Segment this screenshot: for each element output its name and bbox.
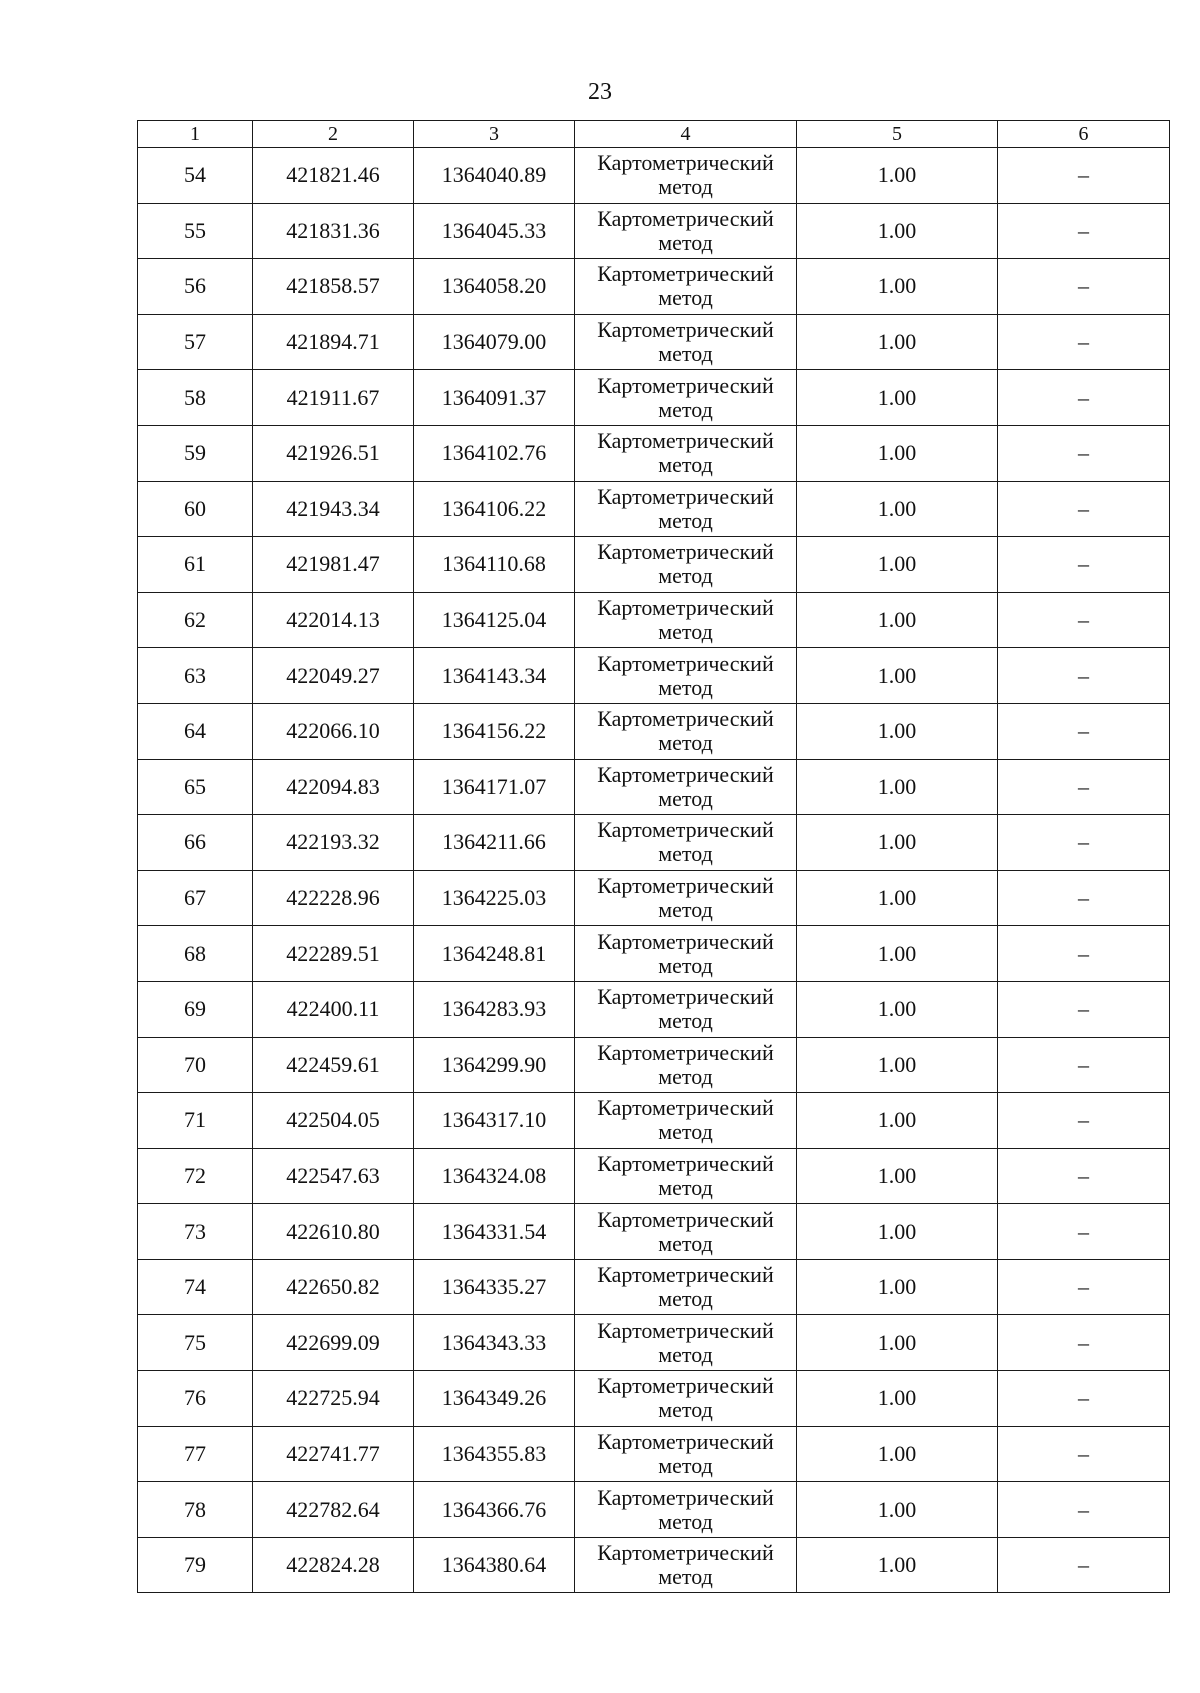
coordinate-x-cell: 422400.11 [253,981,414,1037]
coordinate-y-cell: 1364110.68 [414,537,575,593]
method-text: Картометрический [597,817,774,843]
coordinate-y-cell: 1364091.37 [414,370,575,426]
note-cell: – [998,1148,1170,1204]
coordinate-x-cell: 421926.51 [253,425,414,481]
coordinate-y-cell: 1364045.33 [414,203,575,259]
method-cell [575,759,797,815]
method-text: метод [658,674,713,700]
accuracy-cell: 1.00 [797,1426,998,1482]
coordinate-y-cell: 1364102.76 [414,425,575,481]
note-cell: – [998,1315,1170,1371]
accuracy-cell: 1.00 [797,592,998,648]
column-header: 3 [414,121,575,148]
column-header: 1 [138,121,253,148]
coordinate-x-cell: 422228.96 [253,870,414,926]
table-row [138,314,1170,370]
method-text: Картометрический [597,706,774,732]
coordinate-x-cell: 422014.13 [253,592,414,648]
coordinate-y-cell: 1364283.93 [414,981,575,1037]
table-body [138,148,1170,1593]
coordinate-x-cell: 422650.82 [253,1259,414,1315]
method-cell [575,1426,797,1482]
coordinate-x-cell: 422066.10 [253,703,414,759]
coordinate-x-cell: 421858.57 [253,259,414,315]
note-cell: – [998,1482,1170,1538]
method-cell [575,259,797,315]
note-cell: – [998,592,1170,648]
point-number-cell: 73 [138,1204,253,1260]
table-row [138,870,1170,926]
coordinate-y-cell: 1364058.20 [414,259,575,315]
note-cell: – [998,148,1170,204]
method-text: Картометрический [597,650,774,676]
method-text: метод [658,1063,713,1089]
table-row [138,1371,1170,1427]
method-text: Картометрический [597,595,774,621]
method-cell [575,1371,797,1427]
accuracy-cell: 1.00 [797,1093,998,1149]
method-text: Картометрический [597,1206,774,1232]
method-cell [575,425,797,481]
point-number-cell: 76 [138,1371,253,1427]
note-cell: – [998,926,1170,982]
method-text: Картометрический [597,1039,774,1065]
table-row [138,926,1170,982]
note-cell: – [998,481,1170,537]
note-cell: – [998,314,1170,370]
coordinate-x-cell: 422725.94 [253,1371,414,1427]
coordinate-x-cell: 422049.27 [253,648,414,704]
coordinate-y-cell: 1364248.81 [414,926,575,982]
method-text: Картометрический [597,483,774,509]
method-text: метод [658,1564,713,1590]
coordinate-x-cell: 422699.09 [253,1315,414,1371]
table-row [138,592,1170,648]
coordinate-y-cell: 1364366.76 [414,1482,575,1538]
method-text: Картометрический [597,317,774,343]
method-text: Картометрический [597,539,774,565]
coordinate-x-cell: 421981.47 [253,537,414,593]
note-cell: – [998,537,1170,593]
note-cell: – [998,703,1170,759]
point-number-cell: 74 [138,1259,253,1315]
note-cell: – [998,981,1170,1037]
point-number-cell: 57 [138,314,253,370]
method-text: метод [658,452,713,478]
table-row [138,1426,1170,1482]
coordinate-y-cell: 1364380.64 [414,1537,575,1593]
method-cell [575,1259,797,1315]
method-text: Картометрический [597,205,774,231]
method-text: метод [658,1397,713,1423]
accuracy-cell: 1.00 [797,815,998,871]
table-row [138,1148,1170,1204]
coordinate-y-cell: 1364106.22 [414,481,575,537]
coordinate-x-cell: 422782.64 [253,1482,414,1538]
method-text: метод [658,897,713,923]
coordinate-x-cell: 422504.05 [253,1093,414,1149]
method-text: Картометрический [597,261,774,287]
table-row [138,370,1170,426]
method-text: метод [658,229,713,255]
coordinate-y-cell: 1364324.08 [414,1148,575,1204]
coordinate-y-cell: 1364355.83 [414,1426,575,1482]
point-number-cell: 59 [138,425,253,481]
coordinate-y-cell: 1364225.03 [414,870,575,926]
point-number-cell: 61 [138,537,253,593]
method-cell [575,648,797,704]
method-text: метод [658,285,713,311]
point-number-cell: 67 [138,870,253,926]
note-cell: – [998,815,1170,871]
table-row [138,1204,1170,1260]
coordinate-y-cell: 1364349.26 [414,1371,575,1427]
table-row [138,703,1170,759]
method-text: метод [658,619,713,645]
table-header [138,121,1170,148]
table-row [138,537,1170,593]
point-number-cell: 72 [138,1148,253,1204]
note-cell: – [998,1537,1170,1593]
table-row [138,481,1170,537]
coordinate-x-cell: 422289.51 [253,926,414,982]
accuracy-cell: 1.00 [797,537,998,593]
accuracy-cell: 1.00 [797,148,998,204]
method-text: метод [658,1508,713,1534]
method-cell [575,481,797,537]
note-cell: – [998,870,1170,926]
accuracy-cell: 1.00 [797,203,998,259]
method-text: Картометрический [597,1317,774,1343]
method-cell [575,592,797,648]
method-text: метод [658,730,713,756]
method-cell [575,1537,797,1593]
coordinate-x-cell: 422741.77 [253,1426,414,1482]
method-text: Картометрический [597,1540,774,1566]
method-text: Картометрический [597,428,774,454]
coordinate-x-cell: 422547.63 [253,1148,414,1204]
accuracy-cell: 1.00 [797,981,998,1037]
method-text: Картометрический [597,928,774,954]
method-text: Картометрический [597,1373,774,1399]
table-row [138,1259,1170,1315]
accuracy-cell: 1.00 [797,926,998,982]
table-row [138,1482,1170,1538]
method-cell [575,1093,797,1149]
table-row [138,203,1170,259]
coordinate-y-cell: 1364335.27 [414,1259,575,1315]
point-number-cell: 56 [138,259,253,315]
method-cell [575,815,797,871]
method-text: метод [658,1008,713,1034]
method-cell [575,203,797,259]
method-text: метод [658,341,713,367]
accuracy-cell: 1.00 [797,1371,998,1427]
table-row [138,981,1170,1037]
point-number-cell: 66 [138,815,253,871]
point-number-cell: 54 [138,148,253,204]
method-text: метод [658,952,713,978]
point-number-cell: 75 [138,1315,253,1371]
method-text: метод [658,1341,713,1367]
method-cell [575,1315,797,1371]
note-cell: – [998,370,1170,426]
table-row [138,1093,1170,1149]
method-text: Картометрический [597,1150,774,1176]
accuracy-cell: 1.00 [797,425,998,481]
table-row [138,425,1170,481]
method-text: Картометрический [597,984,774,1010]
table-row [138,759,1170,815]
method-text: Картометрический [597,761,774,787]
table-row [138,648,1170,704]
coordinate-x-cell: 422610.80 [253,1204,414,1260]
note-cell: – [998,1371,1170,1427]
point-number-cell: 78 [138,1482,253,1538]
method-cell [575,314,797,370]
point-number-cell: 55 [138,203,253,259]
note-cell: – [998,425,1170,481]
method-text: метод [658,1452,713,1478]
method-text: метод [658,785,713,811]
accuracy-cell: 1.00 [797,1204,998,1260]
method-text: метод [658,841,713,867]
accuracy-cell: 1.00 [797,1259,998,1315]
coordinate-y-cell: 1364317.10 [414,1093,575,1149]
note-cell: – [998,1037,1170,1093]
accuracy-cell: 1.00 [797,1315,998,1371]
coordinate-y-cell: 1364040.89 [414,148,575,204]
table-row [138,1037,1170,1093]
method-text: метод [658,174,713,200]
coordinate-y-cell: 1364331.54 [414,1204,575,1260]
accuracy-cell: 1.00 [797,1482,998,1538]
note-cell: – [998,1204,1170,1260]
coordinate-x-cell: 422459.61 [253,1037,414,1093]
note-cell: – [998,759,1170,815]
note-cell: – [998,1093,1170,1149]
note-cell: – [998,1259,1170,1315]
coordinate-y-cell: 1364299.90 [414,1037,575,1093]
method-text: метод [658,563,713,589]
point-number-cell: 58 [138,370,253,426]
method-cell [575,1204,797,1260]
method-text: метод [658,507,713,533]
accuracy-cell: 1.00 [797,1148,998,1204]
accuracy-cell: 1.00 [797,481,998,537]
coordinate-y-cell: 1364211.66 [414,815,575,871]
method-text: метод [658,1119,713,1145]
point-number-cell: 68 [138,926,253,982]
method-cell [575,1482,797,1538]
column-header: 6 [998,121,1170,148]
page-number: 23 [588,79,612,105]
note-cell: – [998,1426,1170,1482]
accuracy-cell: 1.00 [797,1037,998,1093]
point-number-cell: 65 [138,759,253,815]
method-cell [575,1037,797,1093]
column-header: 5 [797,121,998,148]
method-text: метод [658,1286,713,1312]
accuracy-cell: 1.00 [797,370,998,426]
column-header: 2 [253,121,414,148]
point-number-cell: 60 [138,481,253,537]
accuracy-cell: 1.00 [797,648,998,704]
point-number-cell: 71 [138,1093,253,1149]
accuracy-cell: 1.00 [797,259,998,315]
method-cell [575,148,797,204]
coordinate-x-cell: 421943.34 [253,481,414,537]
coordinate-y-cell: 1364079.00 [414,314,575,370]
method-cell [575,870,797,926]
method-text: метод [658,396,713,422]
coordinates-table [137,120,1170,1593]
coordinate-x-cell: 422094.83 [253,759,414,815]
coordinate-y-cell: 1364156.22 [414,703,575,759]
method-text: Картометрический [597,150,774,176]
method-text: Картометрический [597,372,774,398]
method-text: Картометрический [597,1484,774,1510]
point-number-cell: 64 [138,703,253,759]
accuracy-cell: 1.00 [797,759,998,815]
table-row [138,815,1170,871]
method-text: Картометрический [597,1262,774,1288]
table-row [138,1315,1170,1371]
method-cell [575,370,797,426]
coordinate-x-cell: 422824.28 [253,1537,414,1593]
coordinate-x-cell: 421911.67 [253,370,414,426]
point-number-cell: 79 [138,1537,253,1593]
accuracy-cell: 1.00 [797,314,998,370]
coordinate-y-cell: 1364171.07 [414,759,575,815]
coordinate-x-cell: 421821.46 [253,148,414,204]
accuracy-cell: 1.00 [797,703,998,759]
table-row [138,259,1170,315]
method-text: Картометрический [597,1428,774,1454]
table-row [138,1537,1170,1593]
column-header: 4 [575,121,797,148]
accuracy-cell: 1.00 [797,870,998,926]
note-cell: – [998,203,1170,259]
point-number-cell: 62 [138,592,253,648]
method-text: метод [658,1174,713,1200]
note-cell: – [998,259,1170,315]
method-cell [575,981,797,1037]
method-cell [575,926,797,982]
point-number-cell: 70 [138,1037,253,1093]
coordinate-y-cell: 1364125.04 [414,592,575,648]
method-text: Картометрический [597,1095,774,1121]
header-row [138,121,1170,148]
method-cell [575,703,797,759]
point-number-cell: 77 [138,1426,253,1482]
table-row [138,148,1170,204]
accuracy-cell: 1.00 [797,1537,998,1593]
method-cell [575,537,797,593]
method-cell [575,1148,797,1204]
method-text: Картометрический [597,873,774,899]
note-cell: – [998,648,1170,704]
coordinate-x-cell: 421894.71 [253,314,414,370]
method-text: метод [658,1230,713,1256]
point-number-cell: 63 [138,648,253,704]
coordinate-y-cell: 1364143.34 [414,648,575,704]
coordinate-x-cell: 421831.36 [253,203,414,259]
point-number-cell: 69 [138,981,253,1037]
coordinate-y-cell: 1364343.33 [414,1315,575,1371]
coordinate-x-cell: 422193.32 [253,815,414,871]
